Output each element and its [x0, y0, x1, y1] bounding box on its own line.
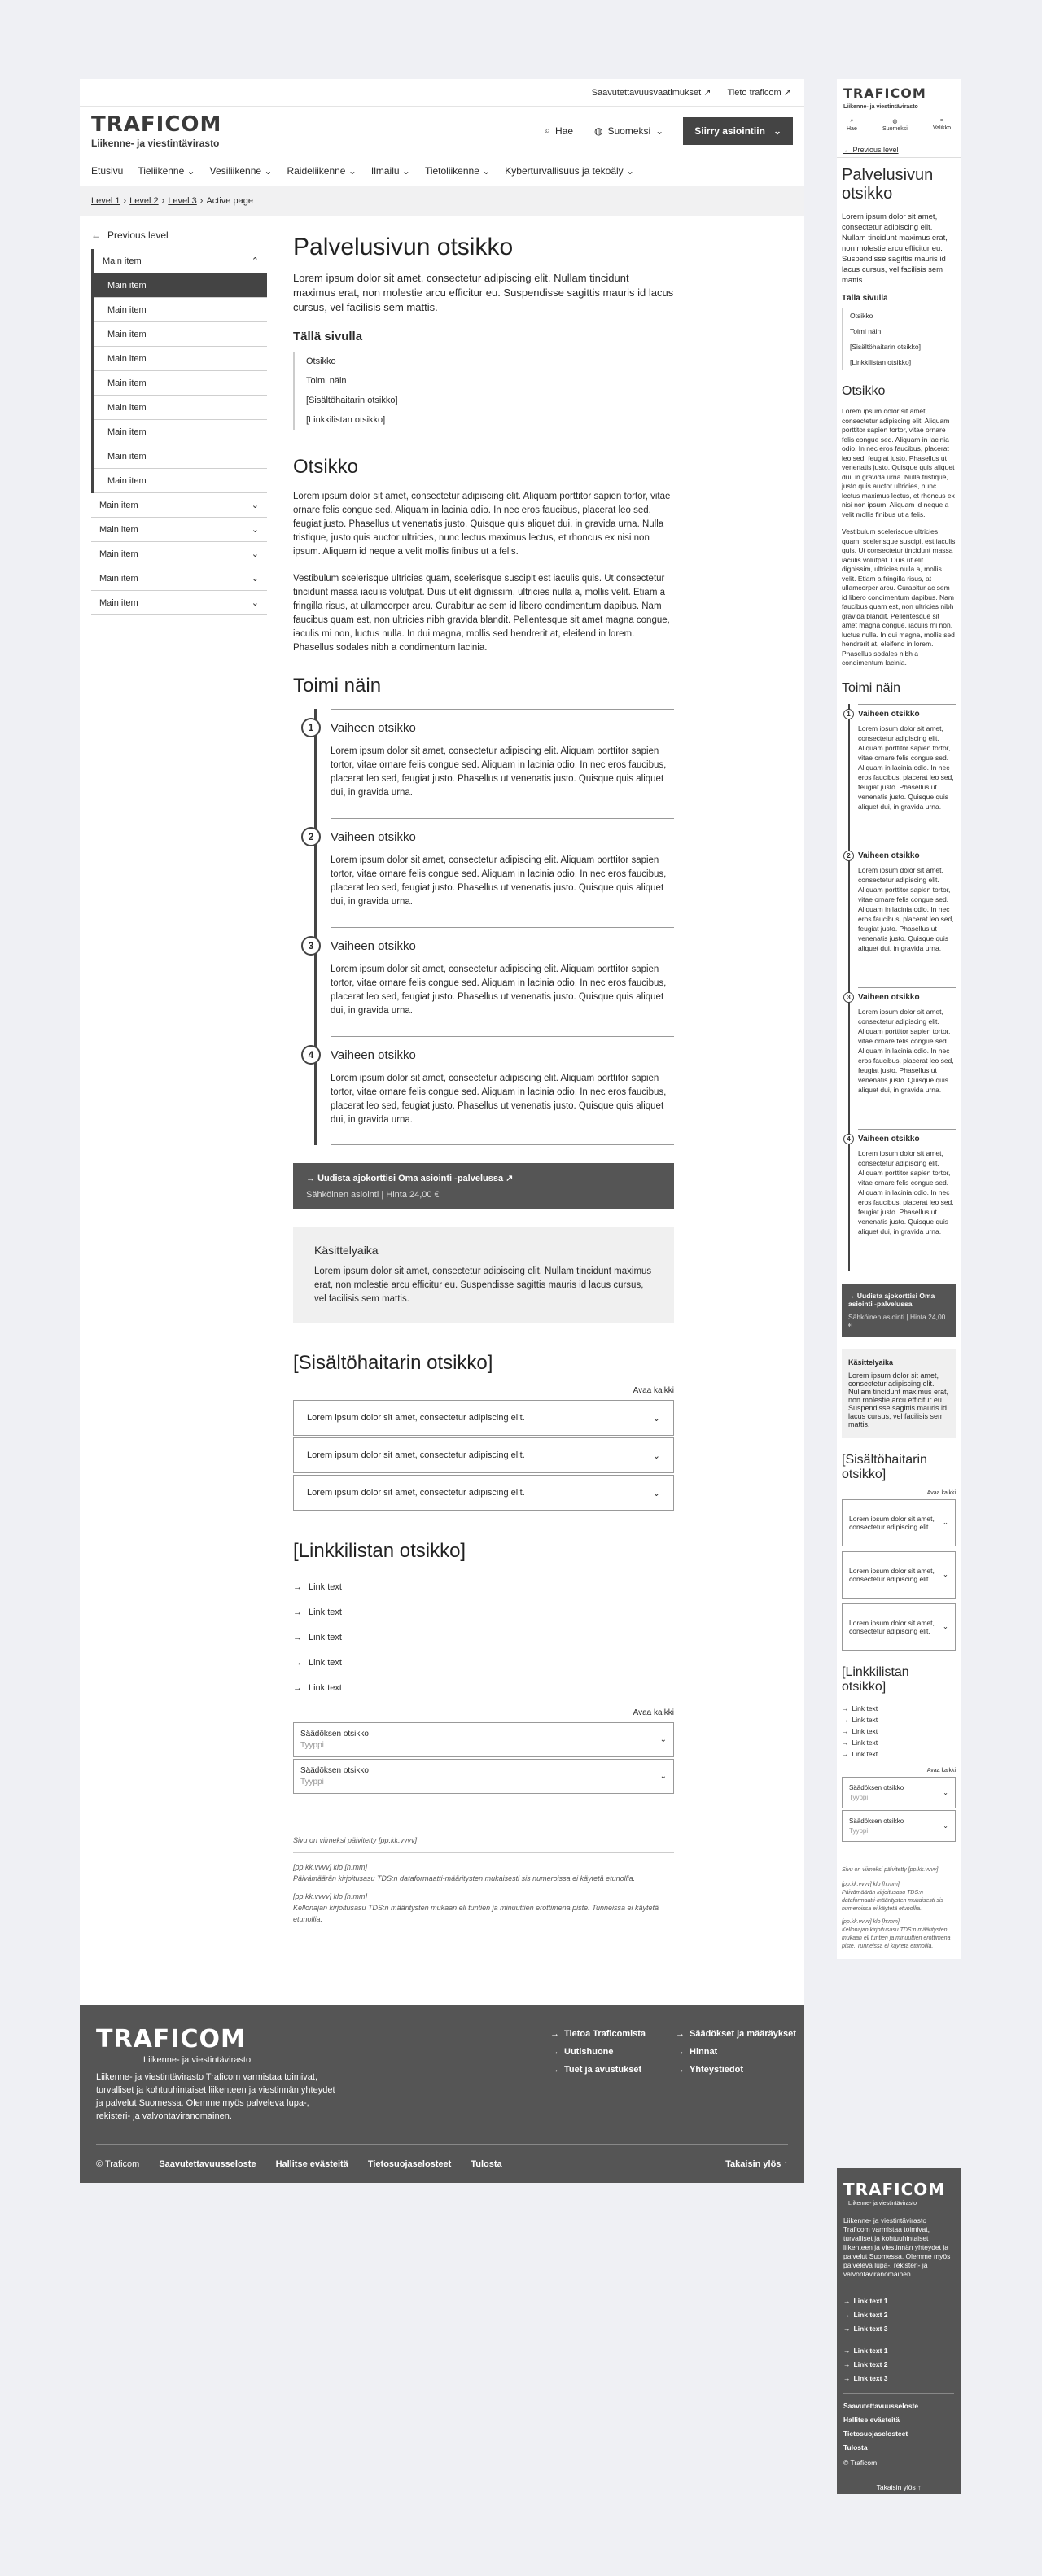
arrow-right-icon: →: [306, 1174, 315, 1183]
step: 3 Vaiheen otsikko Lorem ipsum dolor sit amet, consectetur adipiscing elit. Aliquam porttitor sapien tortor, vitae ornare felis congue sed. Aliquam in lacinia odio. In nec eros faucibus, placerat leo sed, feugiat justo. Phasellus ut venenatis justo. Quisque quis aliquet dui, in gravida urna.: [331, 927, 674, 1036]
regulation-item[interactable]: Säädöksen otsikko Tyyppi ⌄: [293, 1722, 674, 1757]
nav-item-raideliikenne[interactable]: Raideliikenne ⌄: [287, 164, 357, 177]
info-box: Käsittelyaika Lorem ipsum dolor sit amet, consectetur adipiscing elit. Nullam tincidunt maximus erat, non molestie arcu efficitur eu. Suspendisse sagittis mauris id lacus cursus, vel facilisis sem mattis.: [293, 1227, 674, 1323]
lead-text: Lorem ipsum dolor sit amet, consectetur adipiscing elit. Nullam tincidunt maximus erat, non molestie arcu efficitur eu. Suspendisse sagittis mauris id lacus cursus, vel facilisis sem mattis.: [293, 272, 674, 313]
arrow-right-icon: →: [676, 2029, 685, 2039]
footer-link[interactable]: → Tietoa Traficomista: [550, 2029, 646, 2039]
nav-item-tietoliikenne[interactable]: Tietoliikenne ⌄: [424, 164, 491, 177]
nav-item-tieliikenne[interactable]: Tieliikenne ⌄: [138, 164, 195, 177]
nav-item-etusivu[interactable]: Etusivu: [91, 164, 124, 177]
steps-line: [314, 709, 317, 1145]
toc-link[interactable]: Otsikko: [306, 356, 336, 366]
step: 1 Vaiheen otsikko Lorem ipsum dolor sit amet, consectetur adipiscing elit. Aliquam porttitor sapien tortor, vitae ornare felis congue sed. Aliquam in lacinia odio. In nec eros faucibus, placerat leo sed, feugiat justo. Phasellus ut venenatis justo. Quisque quis aliquet dui, in gravida urna.: [331, 709, 674, 818]
footer-link[interactable]: → Tuet ja avustukset: [550, 2065, 642, 2075]
open-all-button[interactable]: Avaa kaikki: [633, 1708, 674, 1717]
body-paragraph: Vestibulum scelerisque ultricies quam, scelerisque suscipit est iaculis quis. Ut consectetur tincidunt massa iaculis volutpat. Duis ut elit dignissim, ultricies nulla a, mollis velit. Etiam a fringilla risus, at ullamcorper arcu. Curabitur ac sem id libero condimentum dapibus. Nam faucibus quam est, non ultricies nibh gravida blandit. Pellentesque sit amet magna congue, iaculis mi non, luctus nulla. In dui magna, mollis sed hendrerit at, eleifend in lorem. Phasellus sodales nibh a condimentum lacinia.: [293, 574, 670, 653]
breadcrumb-level2[interactable]: Level 2: [129, 196, 159, 206]
previous-level-link[interactable]: ← Previous level: [91, 230, 169, 241]
chevron-down-icon: ⌄: [251, 525, 259, 535]
link-item[interactable]: → Link text: [293, 1581, 342, 1592]
globe-icon: ◍: [594, 125, 603, 137]
menu-icon: ≡: [939, 118, 944, 124]
mobile-page: [837, 79, 961, 1959]
toc-title: Tällä sivulla: [293, 330, 363, 343]
breadcrumb-active: Active page: [206, 196, 253, 206]
sidebar-subitem-active[interactable]: Main item: [94, 273, 267, 298]
steps-heading: Toimi näin: [293, 675, 382, 697]
body-paragraph: Lorem ipsum dolor sit amet, consectetur adipiscing elit. Aliquam porttitor sapien tortor, vitae ornare felis congue sed. Aliquam in lacinia odio. In nec eros faucibus, placerat leo sed, feugiat justo. Phasellus ut venenatis justo. Quisque quis aliquet dui, in gravida urna. Nulla tristique, justo quis auctor ultricies, nunc lectus maximus lectus, et rhoncus ex nisi non ipsum. Aliquam id neque a velit mollis finibus ut a felis.: [293, 492, 671, 557]
toc-link[interactable]: [Sisältöhaitarin otsikko]: [306, 396, 398, 405]
arrow-right-icon: →: [293, 1657, 302, 1668]
arrow-right-icon: →: [550, 2029, 559, 2039]
nav-item-kyber[interactable]: Kyberturvallisuus ja tekoäly ⌄: [505, 164, 635, 177]
logo[interactable]: TRAFICOM Liikenne- ja viestintävirasto: [91, 112, 222, 149]
arrow-right-icon: →: [293, 1581, 302, 1592]
mobile-logo[interactable]: TRAFICOM: [843, 85, 926, 101]
footer-bottom: © Traficom Saavutettavuusseloste Hallitse evästeitä Tietosuojaselosteet Tulosta Takaisin ylös ↑: [96, 2144, 788, 2183]
toc-link[interactable]: Toimi näin: [306, 376, 347, 386]
sidebar-item[interactable]: Main item ⌄: [91, 566, 267, 591]
footer-bottom-link[interactable]: Tietosuojaselosteet: [367, 2158, 452, 2169]
footer-link[interactable]: → Yhteystiedot: [676, 2065, 744, 2075]
sidebar-item[interactable]: Main item ⌄: [91, 493, 267, 518]
link-item[interactable]: → Link text: [293, 1682, 342, 1693]
chevron-down-icon: ⌄: [659, 1735, 667, 1744]
accordion-item[interactable]: Lorem ipsum dolor sit amet, consectetur adipiscing elit. ⌄: [293, 1400, 674, 1436]
mobile-service-cta[interactable]: → Uudista ajokorttisi Oma asiointi -palvelussa Sähköinen asiointi | Hinta 24,00 €: [842, 1284, 956, 1337]
mobile-accordion-item[interactable]: Lorem ipsum dolor sit amet, consectetur adipiscing elit. ⌄: [842, 1499, 956, 1546]
breadcrumb-level3[interactable]: Level 3: [168, 196, 197, 206]
arrow-left-icon: ←: [91, 230, 101, 241]
step: 4 Vaiheen otsikko Lorem ipsum dolor sit amet, consectetur adipiscing elit. Aliquam porttitor sapien tortor, vitae ornare felis congue sed. Aliquam in lacinia odio. In nec eros faucibus, placerat leo sed, feugiat justo. Phasellus ut venenatis justo. Quisque quis aliquet dui, in gravida urna.: [331, 1036, 674, 1145]
sidebar-subitem[interactable]: Main item: [94, 298, 267, 322]
mobile-page-title: Palvelusivun otsikko: [842, 166, 934, 203]
arrow-up-icon: ↑: [783, 2158, 788, 2169]
utility-bar: [80, 79, 804, 107]
accordion-item[interactable]: Lorem ipsum dolor sit amet, consectetur adipiscing elit. ⌄: [293, 1437, 674, 1473]
sidebar-open-group: [91, 249, 267, 493]
sidebar-subitem[interactable]: Main item: [94, 469, 267, 493]
step-number: 3: [301, 936, 321, 956]
nav-item-ilmailu[interactable]: Ilmailu ⌄: [370, 164, 410, 177]
footer-bottom-link[interactable]: Saavutettavuusseloste: [159, 2158, 256, 2169]
accessibility-link[interactable]: Saavutettavuusvaatimukset ↗: [591, 88, 711, 98]
breadcrumb: Level 1 › Level 2 › Level 3 › Active page: [80, 186, 804, 216]
chevron-down-icon: ⌄: [652, 1450, 660, 1461]
tieto-link[interactable]: Tieto traficom ↗: [727, 88, 791, 98]
arrow-right-icon: →: [293, 1632, 302, 1642]
link-item[interactable]: → Link text: [293, 1607, 342, 1617]
chevron-down-icon: ⌄: [251, 501, 259, 510]
toc-link[interactable]: [Linkkilistan otsikko]: [306, 415, 386, 425]
chevron-down-icon: ⌄: [251, 598, 259, 608]
arrow-right-icon: →: [293, 1682, 302, 1693]
chevron-down-icon: ⌄: [652, 1488, 660, 1498]
arrow-right-icon: →: [676, 2047, 685, 2057]
mobile-search-button[interactable]: ⌕ Hae: [847, 118, 857, 132]
mobile-accordion-item[interactable]: Lorem ipsum dolor sit amet, consectetur adipiscing elit. ⌄: [842, 1551, 956, 1599]
sidebar-item[interactable]: Main item ⌄: [91, 518, 267, 542]
arrow-right-icon: →: [550, 2065, 559, 2075]
footer-links-2: [676, 2025, 796, 2079]
desktop-page: [80, 79, 804, 2142]
links-heading: [Linkkilistan otsikko]: [293, 1540, 466, 1562]
regulation-item[interactable]: Säädöksen otsikko Tyyppi ⌄: [293, 1759, 674, 1794]
sidebar-subitem[interactable]: Main item: [94, 444, 267, 469]
sidebar-subitem[interactable]: Main item: [94, 396, 267, 420]
link-item[interactable]: → Link text: [293, 1657, 342, 1668]
chevron-down-icon: ⌄: [251, 574, 259, 584]
main-nav: [80, 155, 804, 186]
footer-description: Liikenne- ja viestintävirasto Traficom varmistaa toimivat, turvalliset ja kohtuuhintaiset liikenteen ja viestinnän yhteydet ja palvelut Suomessa. Olemme myös palveleva lupa-, rekisteri- ja valvontaviranomainen.: [96, 2072, 335, 2121]
footer: [80, 2005, 804, 2183]
mobile-accordion-item[interactable]: Lorem ipsum dolor sit amet, consectetur adipiscing elit. ⌄: [842, 1603, 956, 1651]
updated-text: Sivu on viimeksi päivitetty [pp.kk.vvvv]: [293, 1835, 674, 1853]
step-number: 4: [301, 1045, 321, 1065]
external-icon: ↗: [783, 88, 791, 98]
mobile-info-box: Käsittelyaika Lorem ipsum dolor sit amet, consectetur adipiscing elit. Nullam tincidunt maximus erat, non molestie arcu efficitur eu. Suspendisse sagittis mauris id lacus cursus, vel facilisis sem mattis.: [842, 1349, 956, 1438]
footer-bottom-link[interactable]: Hallitse evästeitä: [275, 2158, 348, 2169]
arrow-right-icon: →: [676, 2065, 685, 2075]
page-title: Palvelusivun otsikko: [293, 234, 514, 260]
footer-bottom-link[interactable]: Tulosta: [471, 2158, 502, 2169]
main-content: Palvelusivun otsikko Lorem ipsum dolor sit amet, consectetur adipiscing elit. Nullam tincidunt maximus erat, non molestie arcu efficitur eu. Suspendisse sagittis mauris id lacus cursus, vel facilisis sem mattis. Tällä sivulla Otsikko Toimi näin [Sisältöhaitarin otsikko] [Linkkilistan otsikko] Otsikko Lorem ipsum dolor sit amet, consectetur adipiscing elit. Aliquam porttitor sapien tortor, vitae ornare felis congue sed. Aliquam in lacinia odio. In nec eros faucibus, placerat leo sed, feugiat justo. Phasellus ut venenatis justo. Quisque quis aliquet dui, in gravida urna. Nulla tristique, justo quis auctor ultricies, nunc lectus maximus lectus, et rhoncus ex nisi non ipsum. Aliquam id neque a velit mollis finibus ut a felis. Vestibulum scelerisque ultricies quam, scelerisque suscipit est iaculis quis. Ut consectetur tincidunt massa iaculis volutpat. Duis ut elit dignissim, ultricies nulla a, mollis velit. Etiam a fringilla risus, at ullamcorper arcu. Curabitur ac sem id libero condimentum dapibus. Nam faucibus quam est, non ultricies nibh gravida blandit. Pellentesque sit amet magna congue, iaculis mi non, luctus nulla. In dui magna, mollis sed hendrerit at, eleifend in lorem. Phasellus sodales nibh a condimentum lacinia. Toimi näin 1 Vaiheen otsikko Lorem ipsum dolor sit amet, consectetur adipiscing elit. Aliquam porttitor sapien tortor, vitae ornare felis congue sed. Aliquam in lacinia odio. In nec eros faucibus, placerat leo sed, feugiat justo. Phasellus ut venenatis justo. Quisque quis aliquet dui, in gravida urna. 2 Vaiheen otsikko Lorem ipsum dolor sit amet, consectetur adipiscing elit. Aliquam porttitor sapien tortor, vitae ornare felis congue sed. Aliquam in lacinia odio. In nec eros faucibus, placerat leo sed, feugiat justo. Phasellus ut venenatis justo. Quisque quis aliquet dui, in gravida urna. 3 Vaiheen otsikko Lorem ipsum dolor sit amet, consectetur adipiscing elit. Aliquam porttitor sapien tortor, vitae ornare felis congue sed. Aliquam in lacinia odio. In nec eros faucibus, placerat leo sed, feugiat justo. Phasellus ut venenatis justo. Quisque quis aliquet dui, in gravida urna. 4 Vaiheen otsikko Lorem ipsum dolor sit amet, consectetur adipiscing elit. Aliquam porttitor sapien tortor, vitae ornare felis congue sed. Aliquam in lacinia odio. In nec eros faucibus, placerat leo sed, feugiat justo. Phasellus ut venenatis justo. Quisque quis aliquet dui, in gravida urna. → Uudista ajokorttisi Oma asiointi -palvelussa ↗ Sähköinen asiointi | Hinta 24,00 € Käsittelyaika Lorem ipsum dolor sit amet, consectetur adipiscing elit. Nullam tincidunt maximus erat, non molestie arcu efficitur eu. Suspendisse sagittis mauris id lacus cursus, vel facilisis sem mattis. [Sisältöhaitarin otsikko] Avaa kaikki Lorem ipsum dolor sit amet, consectetur adipiscing elit. ⌄ Lorem ipsum dolor sit amet, consectetur adipiscing elit. ⌄ Lorem ipsum dolor sit amet, consectetur adipiscing elit. ⌄ [Linkkilistan otsikko] → Link text → Link text → Link text → Link text → Link text Avaa kaikki Säädöksen otsikko Tyyppi ⌄ Säädöksen otsikko Tyyppi ⌄ Sivu on viimeksi päivitetty [pp.kk.vvvv] [pp.kk.vvvv] klo [h:mm] Päivämäärän kirjoitusasu TDS:n dataformaatti-määritysten mukaisesti sis numeroissa ei käytetä etunollia. [pp.kk.vvvv] klo [h:mm] Kellonajan kirjoitusasu TDS:n määritysten mukaan eli tuntien ja minuuttien erottimena piste. Tunneissa ei käytetä etunollia.: [293, 234, 674, 1923]
arrow-right-icon: →: [550, 2047, 559, 2057]
sidebar-item-open[interactable]: Main item ⌃: [94, 249, 267, 273]
footer-link[interactable]: → Säädökset ja määräykset: [676, 2029, 796, 2039]
step: 2 Vaiheen otsikko Lorem ipsum dolor sit amet, consectetur adipiscing elit. Aliquam porttitor sapien tortor, vitae ornare felis congue sed. Aliquam in lacinia odio. In nec eros faucibus, placerat leo sed, feugiat justo. Phasellus ut venenatis justo. Quisque quis aliquet dui, in gravida urna.: [331, 818, 674, 927]
external-icon: ↗: [506, 1174, 514, 1183]
service-button[interactable]: Siirry asiointiin ⌄: [683, 117, 793, 145]
open-all-button[interactable]: Avaa kaikki: [633, 1386, 674, 1395]
chevron-down-icon: ⌄: [773, 125, 782, 137]
back-to-top-button[interactable]: Takaisin ylös ↑: [725, 2158, 788, 2169]
search-icon: ⌕: [850, 118, 854, 124]
sidebar: [91, 230, 267, 615]
accordion-heading: [Sisältöhaitarin otsikko]: [293, 1352, 493, 1374]
nav-item-vesiliikenne[interactable]: Vesiliikenne ⌄: [209, 164, 273, 177]
mobile-steps: 1 Vaiheen otsikko Lorem ipsum dolor sit amet, consectetur adipiscing elit. Aliquam porttitor sapien tortor, vitae ornare felis congue sed. Aliquam in lacinia odio. In nec eros faucibus, placerat leo sed, feugiat justo. Phasellus ut venenatis justo. Quisque quis aliquet dui, in gravida urna. 2 Vaiheen otsikko Lorem ipsum dolor sit amet, consectetur adipiscing elit. Aliquam porttitor sapien tortor, vitae ornare felis congue sed. Aliquam in lacinia odio. In nec eros faucibus, placerat leo sed, feugiat justo. Phasellus ut venenatis justo. Quisque quis aliquet dui, in gravida urna. 3 Vaiheen otsikko Lorem ipsum dolor sit amet, consectetur adipiscing elit. Aliquam porttitor sapien tortor, vitae ornare felis congue sed. Aliquam in lacinia odio. In nec eros faucibus, placerat leo sed, feugiat justo. Phasellus ut venenatis justo. Quisque quis aliquet dui, in gravida urna. 4 Vaiheen otsikko Lorem ipsum dolor sit amet, consectetur adipiscing elit. Aliquam porttitor sapien tortor, vitae ornare felis congue sed. Aliquam in lacinia odio. In nec eros faucibus, placerat leo sed, feugiat justo. Phasellus ut venenatis justo. Quisque quis aliquet dui, in gravida urna.: [842, 704, 956, 1271]
accordion-item[interactable]: Lorem ipsum dolor sit amet, consectetur adipiscing elit. ⌄: [293, 1475, 674, 1511]
globe-icon: ◍: [892, 119, 898, 125]
sidebar-subitem[interactable]: Main item: [94, 371, 267, 396]
header: [80, 107, 804, 155]
section-heading: Otsikko: [293, 456, 359, 478]
sidebar-item[interactable]: Main item ⌄: [91, 542, 267, 566]
mobile-menu-button[interactable]: ≡ Valikko: [932, 118, 951, 131]
chevron-up-icon: ⌃: [251, 256, 259, 266]
service-cta[interactable]: → Uudista ajokorttisi Oma asiointi -palvelussa ↗ Sähköinen asiointi | Hinta 24,00 €: [293, 1163, 674, 1209]
chevron-down-icon: ⌄: [655, 125, 664, 137]
search-button[interactable]: ⌕ Hae: [545, 125, 573, 137]
mobile-header: TRAFICOM Liikenne- ja viestintävirasto ⌕ Hae ◍ Suomeksi ≡ Valikko: [837, 79, 961, 142]
step-number: 2: [301, 827, 321, 846]
sidebar-subitem[interactable]: Main item: [94, 420, 267, 444]
footer-link[interactable]: → Hinnat: [676, 2047, 718, 2057]
sidebar-item[interactable]: Main item ⌄: [91, 591, 267, 615]
sidebar-subitem[interactable]: Main item: [94, 347, 267, 371]
link-item[interactable]: → Link text: [293, 1632, 342, 1642]
language-button[interactable]: ◍ Suomeksi ⌄: [594, 125, 664, 137]
chevron-down-icon: ⌄: [652, 1413, 660, 1424]
mobile-previous-link[interactable]: ← Previous level: [837, 142, 961, 158]
mobile-language-button[interactable]: ◍ Suomeksi: [882, 119, 908, 132]
mobile-footer: TRAFICOM Liikenne- ja viestintävirasto Liikenne- ja viestintävirasto Traficom varmistaa toimivat, turvalliset ja kohtuuhintaiset liikenteen ja viestinnän yhteydet ja palvelut Suomessa. Olemme myös palveleva lupa-, rekisteri- ja valvontaviranomainen. → Link text 1 → Link text 2 → Link text 3 → Link text 1 → Link text 2 → Link text 3 Saavutettavuusseloste Hallitse evästeitä Tietosuojaselosteet Tulosta © Traficom Takaisin ylös ↑: [837, 2168, 961, 2494]
external-icon: ↗: [703, 88, 711, 98]
mobile-main: Palvelusivun otsikko Lorem ipsum dolor sit amet, consectetur adipiscing elit. Nullam tincidunt maximus erat, non molestie arcu efficitur eu. Suspendisse sagittis mauris id lacus cursus, vel facilisis sem mattis. Tällä sivulla Otsikko Toimi näin [Sisältöhaitarin otsikko] [Linkkilistan otsikko] Otsikko Lorem ipsum dolor sit amet, consectetur adipiscing elit. Aliquam porttitor sapien tortor, vitae ornare felis congue sed. Aliquam in lacinia odio. In nec eros faucibus, placerat leo sed, feugiat justo. Phasellus ut venenatis justo. Quisque quis aliquet dui, in gravida urna. Nulla tristique, justo quis auctor ultricies, nunc lectus maximus lectus, et rhoncus ex nisi non ipsum. Aliquam id neque a velit mollis finibus ut a felis. Vestibulum scelerisque ultricies quam, scelerisque suscipit est iaculis quis. Ut consectetur tincidunt massa iaculis volutpat. Duis ut elit dignissim, ultricies nulla a, mollis velit. Etiam a fringilla risus, at ullamcorper arcu. Curabitur ac sem id libero condimentum dapibus. Nam faucibus quam est, non ultricies nibh gravida blandit. Pellentesque sit amet magna congue, iaculis mi non, luctus nulla. In dui magna, mollis sed hendrerit at, eleifend in lorem. Phasellus sodales nibh a condimentum lacinia. Toimi näin 1 Vaiheen otsikko Lorem ipsum dolor sit amet, consectetur adipiscing elit. Aliquam porttitor sapien tortor, vitae ornare felis congue sed. Aliquam in lacinia odio. In nec eros faucibus, placerat leo sed, feugiat justo. Phasellus ut venenatis justo. Quisque quis aliquet dui, in gravida urna. 2 Vaiheen otsikko Lorem ipsum dolor sit amet, consectetur adipiscing elit. Aliquam porttitor sapien tortor, vitae ornare felis congue sed. Aliquam in lacinia odio. In nec eros faucibus, placerat leo sed, feugiat justo. Phasellus ut venenatis justo. Quisque quis aliquet dui, in gravida urna. 3 Vaiheen otsikko Lorem ipsum dolor sit amet, consectetur adipiscing elit. Aliquam porttitor sapien tortor, vitae ornare felis congue sed. Aliquam in lacinia odio. In nec eros faucibus, placerat leo sed, feugiat justo. Phasellus ut venenatis justo. Quisque quis aliquet dui, in gravida urna. 4 Vaiheen otsikko Lorem ipsum dolor sit amet, consectetur adipiscing elit. Aliquam porttitor sapien tortor, vitae ornare felis congue sed. Aliquam in lacinia odio. In nec eros faucibus, placerat leo sed, feugiat justo. Phasellus ut venenatis justo. Quisque quis aliquet dui, in gravida urna. → Uudista ajokorttisi Oma asiointi -palvelussa Sähköinen asiointi | Hinta 24,00 € Käsittelyaika Lorem ipsum dolor sit amet, consectetur adipiscing elit. Nullam tincidunt maximus erat, non molestie arcu efficitur eu. Suspendisse sagittis mauris id lacus cursus, vel facilisis sem mattis. [Sisältöhaitarin otsikko] Avaa kaikki Lorem ipsum dolor sit amet, consectetur adipiscing elit. ⌄ Lorem ipsum dolor sit amet, consectetur adipiscing elit. ⌄ Lorem ipsum dolor sit amet, consectetur adipiscing elit. ⌄ [Linkkilistan otsikko] → Link text → Link text → Link text → Link text → Link text Avaa kaikki Säädöksen otsikko Tyyppi ⌄ Säädöksen otsikko Tyyppi ⌄ Sivu on viimeksi päivitetty [pp.kk.vvvv] [pp.kk.vvvv] klo [h:mm] Päivämäärän kirjoitusasu TDS:n dataformaatti-määritysten mukaisesti sis numeroissa ei käytetä etunollia. [pp.kk.vvvv] klo [h:mm] Kellonajan kirjoitusasu TDS:n määritysten mukaan eli tuntien ja minuuttien erottimena piste. Tunneissa ei käytetä etunollia.: [842, 166, 956, 1949]
toc: [293, 352, 674, 430]
breadcrumb-level1[interactable]: Level 1: [91, 196, 120, 206]
step-number: 1: [301, 718, 321, 737]
chevron-down-icon: ⌄: [251, 549, 259, 559]
steps-list: [293, 709, 674, 1145]
footer-links-1: [550, 2025, 646, 2079]
search-icon: ⌕: [545, 125, 550, 136]
sidebar-subitem[interactable]: Main item: [94, 322, 267, 347]
arrow-right-icon: →: [293, 1607, 302, 1617]
footer-link[interactable]: → Uutishuone: [550, 2047, 614, 2057]
footer-logo: TRAFICOM Liikenne- ja viestintävirasto: [96, 2025, 252, 2065]
mobile-toc: Otsikko Toimi näin [Sisältöhaitarin otsikko] [Linkkilistan otsikko]: [842, 308, 956, 370]
chevron-down-icon: ⌄: [659, 1772, 667, 1781]
